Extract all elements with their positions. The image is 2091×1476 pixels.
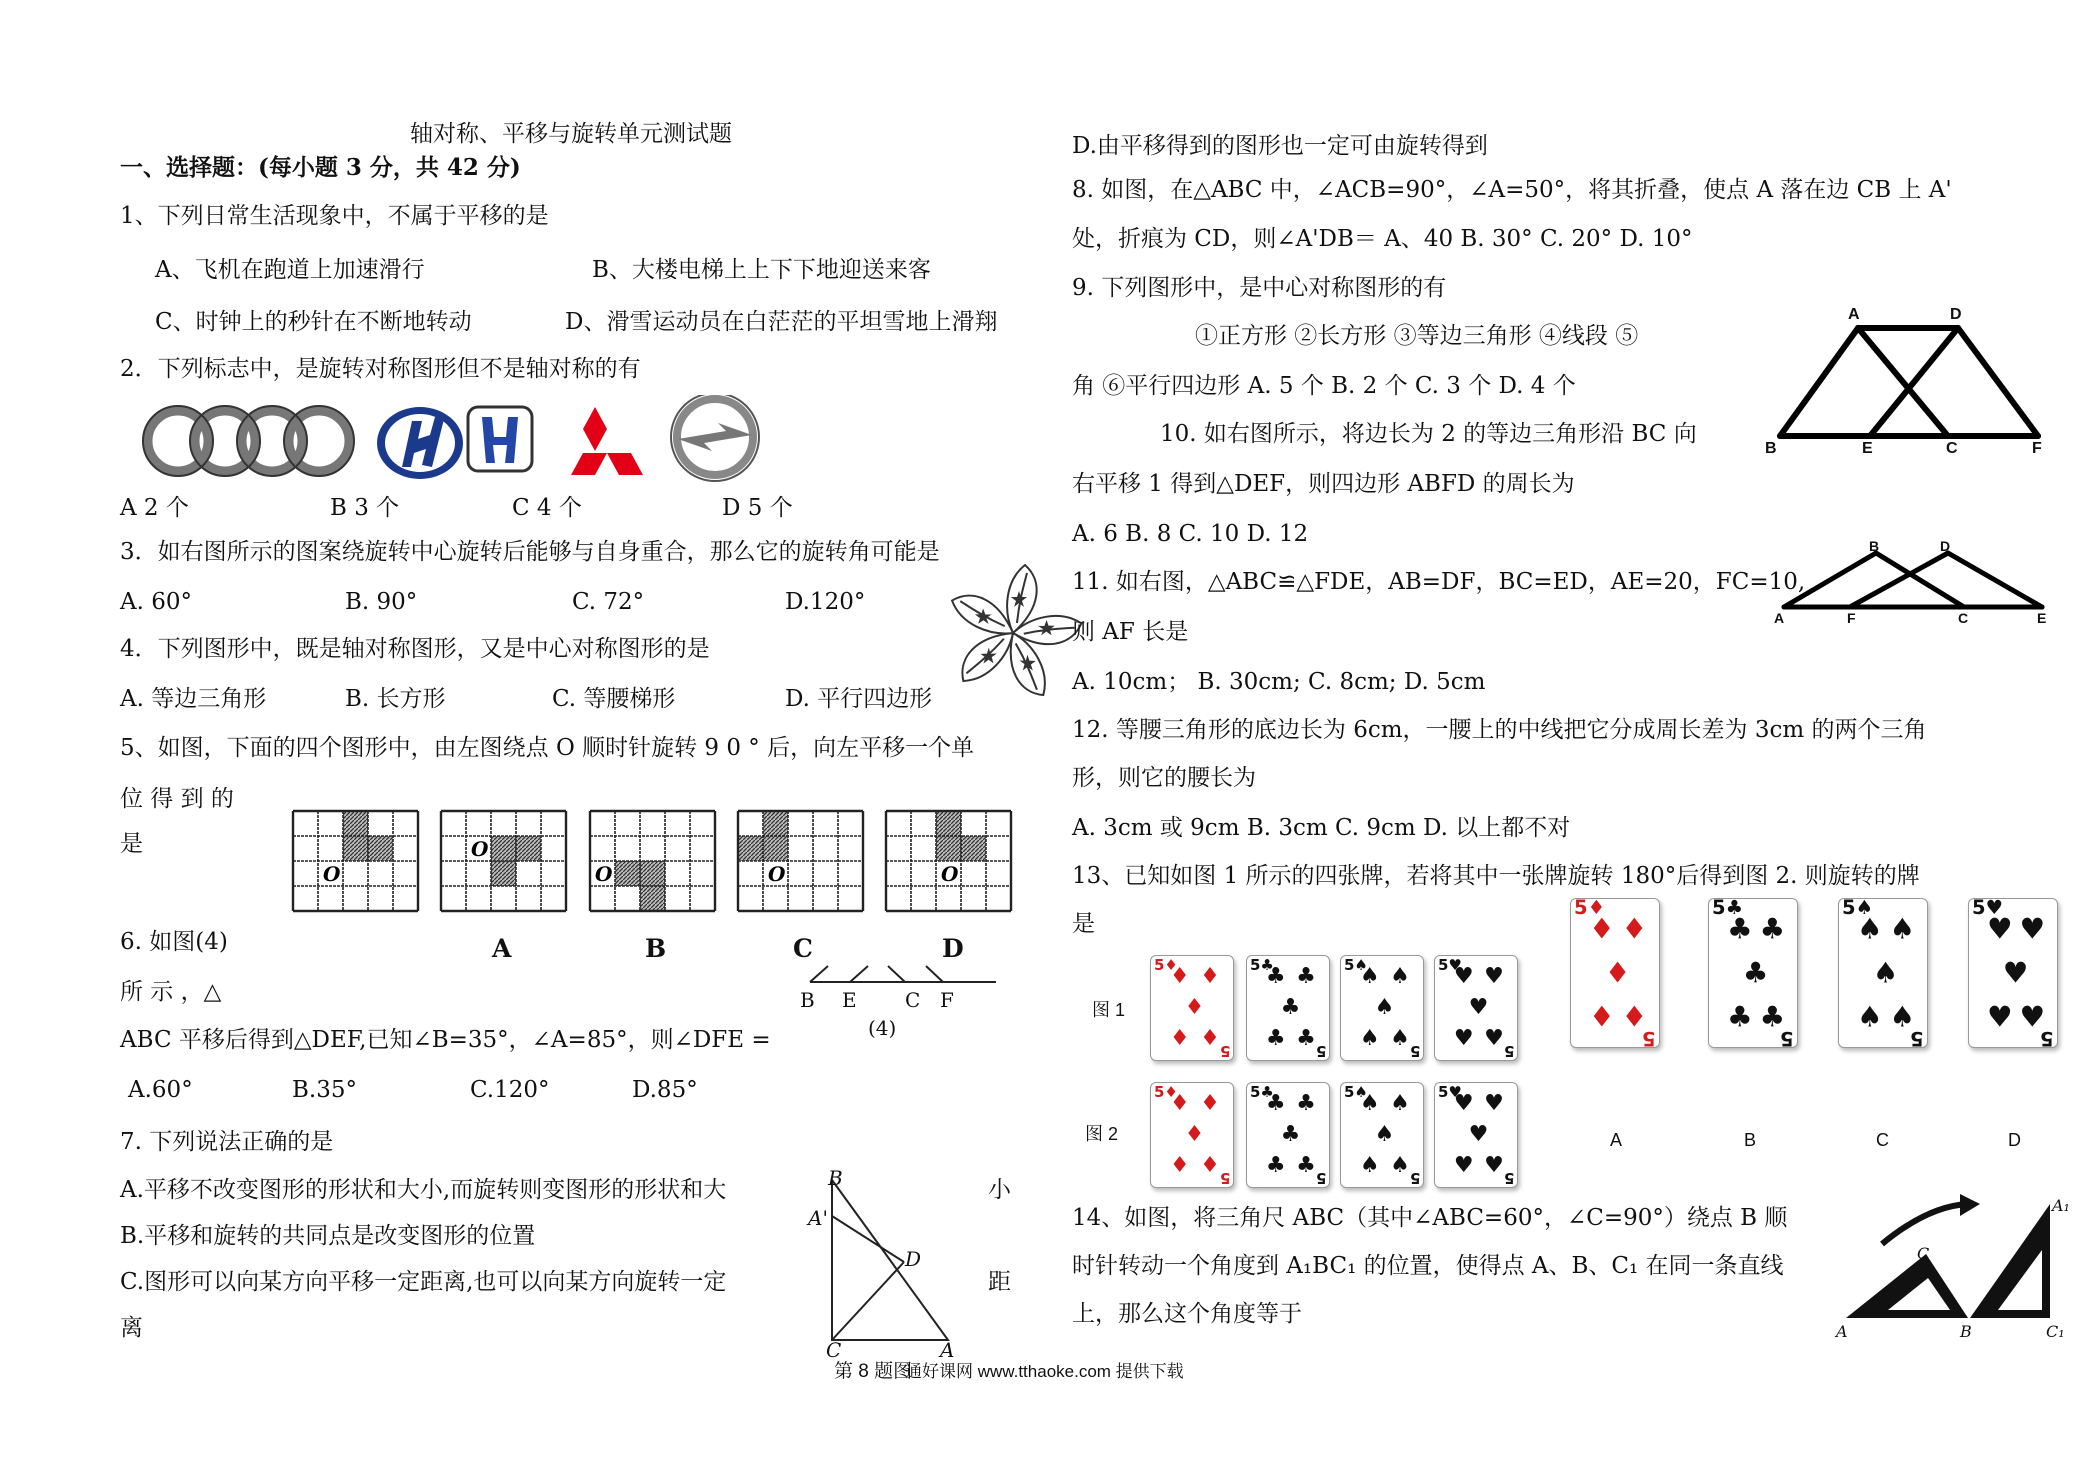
- q5-point-o: O: [941, 862, 959, 886]
- q8-stem: 8. 如图，在△ABC 中，∠ACB=90°，∠A=50°，将其折叠，使点 A 落在边 CB 上 A': [1072, 177, 1952, 203]
- card-fig2-1: [1246, 1082, 1330, 1188]
- q11-point-c: C: [1958, 610, 1969, 626]
- q7-option-c-line2: 离: [120, 1315, 143, 1341]
- card-rank: 5♣: [1712, 896, 1744, 919]
- q5-label-c: C: [793, 934, 813, 963]
- card-pip: ♦: [1200, 963, 1220, 989]
- card-fig1-2: [1340, 955, 1424, 1061]
- q11-point-e: E: [2037, 610, 2047, 626]
- card-rank: 5: [1219, 1042, 1230, 1060]
- q6-point-b: B: [800, 988, 815, 1012]
- q5-shaded-cell: [763, 836, 788, 861]
- q10-point-c: C: [1946, 440, 1958, 457]
- q2-option-c: C 4 个: [512, 495, 582, 521]
- card-fig1-3: [1434, 955, 1518, 1061]
- q11-point-a: A: [1774, 610, 1785, 626]
- card-pip: ♦: [1588, 911, 1615, 946]
- card-pip: ♥: [2002, 955, 2029, 990]
- q8-triangle-figure: [820, 1170, 980, 1350]
- q11-point-f: F: [1847, 610, 1856, 626]
- card-pip: ♣: [1726, 1000, 1753, 1035]
- q10-point-d: D: [1950, 306, 1962, 323]
- q6-option-a: A.60°: [128, 1077, 193, 1103]
- q13-figure1-label: 图 1: [1092, 1000, 1126, 1020]
- card-pip: ♥: [1453, 1153, 1474, 1179]
- q3-option-d: D.120°: [785, 589, 866, 615]
- card-fig2-3: [1434, 1082, 1518, 1188]
- card-rank: 5: [1642, 1027, 1656, 1050]
- q8-point-a: A: [940, 1338, 955, 1362]
- q7-option-c: C.图形可以向某方向平移一定距离,也可以向某方向旋转一定: [120, 1269, 727, 1295]
- card-rank: 5: [1910, 1027, 1924, 1050]
- card-pip: ♦: [1621, 911, 1648, 946]
- card-pip: ♠: [1390, 963, 1410, 989]
- card-option-2: [1838, 898, 1928, 1048]
- card-pip: ♠: [1856, 911, 1883, 946]
- opel-logo-icon: [671, 395, 759, 481]
- q1-option-b: B、大楼电梯上上下下地迎送来客: [592, 257, 931, 283]
- card-pip: ♣: [1265, 1090, 1286, 1116]
- q14-stem-line2: 时针转动一个角度到 A₁BC₁ 的位置，使得点 A、B、C₁ 在同一条直线: [1072, 1253, 1784, 1279]
- q1-stem: 1、下列日常生活现象中，不属于平移的是: [120, 203, 549, 229]
- q5-shaded-cell: [936, 836, 961, 861]
- q5-grid-0: [290, 808, 421, 914]
- q8-point-c: C: [826, 1338, 842, 1362]
- card-pip: ♣: [1280, 995, 1301, 1020]
- hyundai-logo-icon: [377, 407, 463, 479]
- q14-point-a1: A₁: [2052, 1196, 2070, 1215]
- card-pip: ♥: [1468, 995, 1489, 1020]
- q5-shaded-cell: [615, 861, 640, 886]
- q2-option-d: D 5 个: [722, 495, 793, 521]
- q5-stem-line3: 是: [120, 831, 143, 857]
- card-rank: 5♥: [1972, 896, 2004, 919]
- q14-point-c1: C₁: [2046, 1322, 2065, 1341]
- card-rank: 5: [1503, 1042, 1514, 1060]
- card-fig1-1: [1246, 955, 1330, 1061]
- card-rank: 5♠: [1344, 1083, 1368, 1101]
- q2-option-a: A 2 个: [120, 495, 189, 521]
- bauhinia-flower-icon: [938, 558, 1088, 708]
- q6-point-e: E: [842, 988, 857, 1012]
- q8-stem-line2: 处，折痕为 CD，则∠A'DB＝ A、40 B. 30° C. 20° D. 10°: [1072, 226, 1693, 252]
- q14-stem-line3: 上，那么这个角度等于: [1072, 1301, 1302, 1327]
- q12-options: A. 3cm 或 9cm B. 3cm C. 9cm D. 以上都不对: [1072, 815, 1571, 841]
- q1-option-d: D、滑雪运动员在白茫茫的平坦雪地上滑翔: [565, 309, 998, 335]
- card-rank: 5: [1219, 1169, 1230, 1187]
- q6-figure-caption: (4): [868, 1016, 897, 1040]
- q11-point-d: D: [1940, 538, 1951, 554]
- card-pip: ♦: [1200, 1090, 1220, 1116]
- q5-shaded-cell: [491, 836, 516, 861]
- q4-option-a: A. 等边三角形: [120, 686, 267, 712]
- card-pip: ♦: [1169, 1090, 1190, 1116]
- q3-option-b: B. 90°: [345, 589, 418, 615]
- card-pip: ♦: [1604, 955, 1631, 990]
- card-rank: 5: [1503, 1169, 1514, 1187]
- q14-stem: 14、如图，将三角尺 ABC（其中∠ABC=60°，∠C=90°）绕点 B 顺: [1072, 1205, 1788, 1231]
- q11-point-b: B: [1869, 538, 1880, 554]
- card-pip: ♥: [1468, 1122, 1489, 1147]
- q14-point-b: B: [1960, 1322, 1972, 1341]
- q6-stem-line2: 所 示 ，△: [120, 979, 222, 1005]
- card-pip: ♠: [1359, 1090, 1380, 1116]
- q13-stem-line2: 是: [1072, 911, 1095, 937]
- page-title: 轴对称、平移与旋转单元测试题: [410, 121, 732, 147]
- card-pip: ♥: [1453, 1090, 1474, 1116]
- q11-triangles-figure: [1778, 545, 2048, 615]
- q6-option-d: D.85°: [632, 1077, 698, 1103]
- q11-stem-line2: 则 AF 长是: [1072, 619, 1189, 645]
- q5-grid-3: [735, 808, 866, 914]
- card-pip: ♠: [1359, 963, 1380, 989]
- q13-stem: 13、已知如图 1 所示的四张牌，若将其中一张牌旋转 180°后得到图 2. 则旋转的牌: [1072, 863, 1920, 889]
- card-pip: ♠: [1872, 955, 1899, 990]
- card-pip: ♥: [2019, 911, 2046, 946]
- card-pip: ♦: [1184, 995, 1205, 1020]
- card-fig2-2: [1340, 1082, 1424, 1188]
- card-pip: ♠: [1889, 911, 1916, 946]
- q5-shaded-cell: [343, 836, 368, 861]
- q5-shaded-cell: [961, 836, 986, 861]
- card-pip: ♦: [1169, 1026, 1190, 1052]
- card-pip: ♠: [1374, 1122, 1395, 1147]
- q3-option-c: C. 72°: [572, 589, 645, 615]
- section-heading: 一、选择题：(每小题 3 分，共 42 分): [120, 154, 521, 181]
- q6-option-c: C.120°: [470, 1077, 550, 1103]
- card-pip: ♣: [1296, 963, 1316, 989]
- q7-option-b: B.平移和旋转的共同点是改变图形的位置: [120, 1223, 536, 1249]
- card-rank: 5♠: [1842, 896, 1874, 919]
- card-pip: ♥: [1453, 963, 1474, 989]
- card-rank: 5: [2040, 1027, 2054, 1050]
- card-pip: ♦: [1184, 1122, 1205, 1147]
- card-pip: ♠: [1390, 1153, 1410, 1179]
- q5-grid-4: [883, 808, 1014, 914]
- q4-stem: 4．下列图形中，既是轴对称图形，又是中心对称图形的是: [120, 636, 710, 662]
- card-pip: ♠: [1374, 995, 1395, 1020]
- q9-stem: 9. 下列图形中，是中心对称图形的有: [1072, 275, 1447, 301]
- q10-stem-line2: 右平移 1 得到△DEF，则四边形 ABFD 的周长为: [1072, 471, 1575, 497]
- q1-option-a: A、飞机在跑道上加速滑行: [155, 257, 425, 283]
- card-fig1-0: [1150, 955, 1234, 1061]
- card-rank: 5: [1409, 1169, 1420, 1187]
- card-pip: ♥: [1986, 1000, 2013, 1035]
- q7-option-c-end: 距: [988, 1269, 1011, 1295]
- q7-stem: 7. 下列说法正确的是: [120, 1129, 334, 1155]
- q10-point-a: A: [1848, 306, 1860, 323]
- q10-stem: 10. 如右图所示，将边长为 2 的等边三角形沿 BC 向: [1160, 421, 1697, 447]
- card-pip: ♦: [1621, 1000, 1648, 1035]
- q6-point-f: F: [940, 988, 954, 1012]
- q5-label-b: B: [645, 934, 667, 963]
- q7-option-a-end: 小: [988, 1177, 1011, 1203]
- q5-shaded-cell: [640, 861, 665, 886]
- q13-label-c: C: [1876, 1130, 1889, 1150]
- q6-option-b: B.35°: [292, 1077, 357, 1103]
- card-pip: ♣: [1759, 911, 1786, 946]
- q5-point-o: O: [471, 837, 489, 861]
- q5-label-d: D: [942, 934, 964, 963]
- card-rank: 5: [1409, 1042, 1420, 1060]
- q6-stem: 6. 如图(4): [120, 929, 228, 955]
- q5-shaded-cell: [343, 811, 368, 836]
- q5-shaded-cell: [516, 836, 541, 861]
- q2-option-b: B 3 个: [330, 495, 400, 521]
- q12-stem: 12. 等腰三角形的底边长为 6cm，一腰上的中线把它分成周长差为 3cm 的两个三角: [1072, 717, 1927, 743]
- q13-label-d: D: [2008, 1130, 2021, 1150]
- mitsubishi-logo-icon: [571, 407, 643, 475]
- q5-grid-2: [587, 808, 718, 914]
- q10-point-f: F: [2032, 440, 2042, 457]
- q5-point-o: O: [595, 862, 613, 886]
- card-fig2-0: [1150, 1082, 1234, 1188]
- q5-stem-line2: 位 得 到 的: [120, 786, 234, 812]
- card-pip: ♦: [1169, 963, 1190, 989]
- q8-point-b: B: [828, 1166, 843, 1190]
- q5-stem: 5、如图，下面的四个图形中，由左图绕点 O 顺时针旋转 9 0 ° 后，向左平移一个单: [120, 735, 975, 761]
- card-pip: ♦: [1200, 1026, 1220, 1052]
- card-pip: ♥: [1484, 1090, 1504, 1116]
- card-pip: ♠: [1390, 1026, 1410, 1052]
- q10-options: A. 6 B. 8 C. 10 D. 12: [1072, 521, 1309, 547]
- card-option-1: [1708, 898, 1798, 1048]
- q11-options: A. 10cm； B. 30cm; C. 8cm; D. 5cm: [1072, 669, 1486, 695]
- card-pip: ♣: [1742, 955, 1769, 990]
- card-rank: 5♣: [1250, 1083, 1274, 1101]
- q13-figure2-label: 图 2: [1085, 1124, 1119, 1144]
- card-pip: ♦: [1169, 1153, 1190, 1179]
- card-pip: ♥: [2019, 1000, 2046, 1035]
- card-pip: ♥: [1484, 963, 1504, 989]
- card-pip: ♥: [1484, 1153, 1504, 1179]
- q5-label-a: A: [492, 934, 512, 963]
- card-option-0: [1570, 898, 1660, 1048]
- q11-stem: 11. 如右图，△ABC≌△FDE，AB=DF，BC=ED，AE=20，FC=10,: [1072, 569, 1806, 595]
- q10-trapezoid-figure: [1770, 318, 2050, 458]
- q7-option-d: D.由平移得到的图形也一定可由旋转得到: [1072, 133, 1488, 159]
- card-pip: ♠: [1359, 1153, 1380, 1179]
- card-pip: ♥: [1453, 1026, 1474, 1052]
- card-pip: ♠: [1359, 1026, 1380, 1052]
- card-pip: ♣: [1265, 963, 1286, 989]
- q5-point-o: O: [768, 862, 786, 886]
- q1-option-c: C、时钟上的秒针在不断地转动: [155, 309, 472, 335]
- card-pip: ♣: [1296, 1026, 1316, 1052]
- q4-option-b: B. 长方形: [345, 686, 446, 712]
- q13-label-b: B: [1744, 1130, 1757, 1150]
- q3-option-a: A. 60°: [120, 589, 192, 615]
- card-rank: 5♥: [1438, 1083, 1462, 1101]
- q5-point-o: O: [323, 862, 341, 886]
- q4-option-d: D. 平行四边形: [785, 686, 933, 712]
- card-pip: ♠: [1856, 1000, 1883, 1035]
- card-pip: ♣: [1759, 1000, 1786, 1035]
- card-rank: 5: [1780, 1027, 1794, 1050]
- q7-option-a: A.平移不改变图形的形状和大小,而旋转则变图形的形状和大: [120, 1177, 727, 1203]
- card-pip: ♦: [1588, 1000, 1615, 1035]
- q4-option-c: C. 等腰梯形: [552, 686, 676, 712]
- q6-stem-line3: ABC 平移后得到△DEF,已知∠B=35°，∠A=85°，则∠DFE =: [120, 1027, 771, 1053]
- card-rank: 5♥: [1438, 956, 1462, 974]
- card-rank: 5: [1315, 1042, 1326, 1060]
- q5-shaded-cell: [738, 836, 763, 861]
- card-rank: 5♦: [1154, 956, 1178, 974]
- honda-logo-icon: [468, 407, 532, 471]
- card-rank: 5♦: [1574, 896, 1606, 919]
- card-pip: ♠: [1889, 1000, 1916, 1035]
- card-pip: ♦: [1200, 1153, 1220, 1179]
- q5-shaded-cell: [763, 811, 788, 836]
- q5-shaded-cell: [936, 811, 961, 836]
- figure-8-caption: 第 8 题图: [834, 1361, 913, 1382]
- q5-grid-1: [438, 808, 569, 914]
- card-pip: ♣: [1726, 911, 1753, 946]
- card-pip: ♣: [1296, 1153, 1316, 1179]
- card-pip: ♥: [1484, 1026, 1504, 1052]
- q14-point-c: C: [1917, 1244, 1930, 1263]
- source-footer: 通好课网 www.tthaoke.com 提供下载: [905, 1362, 1184, 1381]
- q9-options: 角 ⑥平行四边形 A. 5 个 B. 2 个 C. 3 个 D. 4 个: [1072, 373, 1576, 399]
- q3-stem: 3．如右图所示的图案绕旋转中心旋转后能够与自身重合，那么它的旋转角可能是: [120, 539, 940, 565]
- q5-shaded-cell: [640, 886, 665, 911]
- q12-stem-line2: 形，则它的腰长为: [1072, 765, 1256, 791]
- card-rank: 5♣: [1250, 956, 1274, 974]
- card-pip: ♥: [1986, 911, 2013, 946]
- card-rank: 5: [1315, 1169, 1326, 1187]
- card-pip: ♣: [1280, 1122, 1301, 1147]
- q8-point-d: D: [905, 1247, 922, 1271]
- card-pip: ♠: [1390, 1090, 1410, 1116]
- audi-logo-icon: [148, 411, 349, 471]
- q10-point-b: B: [1765, 440, 1777, 457]
- card-option-3: [1968, 898, 2058, 1048]
- q2-stem: 2．下列标志中，是旋转对称图形但不是轴对称的有: [120, 356, 641, 382]
- q5-shaded-cell: [368, 836, 393, 861]
- card-pip: ♣: [1296, 1090, 1316, 1116]
- card-pip: ♣: [1265, 1026, 1286, 1052]
- q6-point-c: C: [905, 988, 921, 1012]
- q13-label-a: A: [1610, 1130, 1623, 1150]
- q8-point-a-prime: A': [808, 1206, 828, 1230]
- q14-point-a: A: [1836, 1322, 1848, 1341]
- q5-shaded-cell: [491, 861, 516, 886]
- q10-point-e: E: [1862, 440, 1873, 457]
- card-pip: ♣: [1265, 1153, 1286, 1179]
- q9-list: ①正方形 ②长方形 ③等边三角形 ④线段 ⑤: [1195, 323, 1639, 349]
- card-rank: 5♦: [1154, 1083, 1178, 1101]
- q2-logos: [130, 395, 790, 495]
- card-rank: 5♠: [1344, 956, 1368, 974]
- q14-set-square-figure: [1838, 1190, 2070, 1340]
